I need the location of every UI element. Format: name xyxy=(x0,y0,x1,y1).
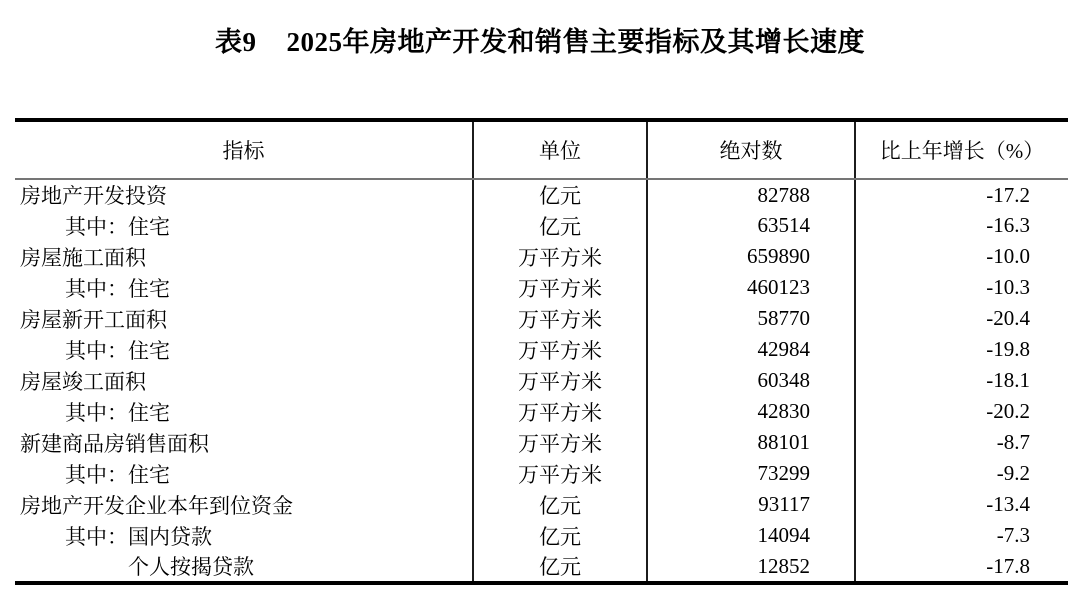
unit-cell: 万平方米 xyxy=(473,334,647,365)
indicator-cell: 房屋施工面积 xyxy=(15,241,473,272)
header-growth: 比上年增长（%） xyxy=(855,120,1068,179)
table-row xyxy=(15,365,1068,396)
growth-cell: -20.2 xyxy=(986,399,1030,423)
table-row xyxy=(15,551,1068,583)
statistics-table xyxy=(15,118,1068,585)
indicator-cell: 新建商品房销售面积 xyxy=(15,427,473,458)
indicator-cell: 个人按揭贷款 xyxy=(15,551,473,583)
growth-cell: -18.1 xyxy=(986,368,1030,392)
table-row xyxy=(15,520,1068,551)
absolute-value-cell: 14094 xyxy=(647,520,855,551)
growth-cell: -20.4 xyxy=(986,306,1030,330)
growth-cell: -17.8 xyxy=(986,553,1030,578)
unit-cell: 亿元 xyxy=(473,210,647,241)
growth-cell: -10.3 xyxy=(986,275,1030,299)
absolute-value-cell: 460123 xyxy=(647,272,855,303)
indicator-cell: 其中：国内贷款 xyxy=(15,520,473,551)
absolute-value-cell: 12852 xyxy=(647,551,855,583)
absolute-value-cell: 73299 xyxy=(647,458,855,489)
unit-cell: 亿元 xyxy=(473,551,647,583)
growth-cell: -16.3 xyxy=(986,213,1030,237)
table-number: 表9 xyxy=(215,27,257,57)
table-row xyxy=(15,179,1068,210)
indicator-cell: 其中：住宅 xyxy=(15,334,473,365)
table-row xyxy=(15,458,1068,489)
unit-cell: 万平方米 xyxy=(473,458,647,489)
unit-cell: 亿元 xyxy=(473,489,647,520)
indicator-cell: 其中：住宅 xyxy=(15,458,473,489)
table-header-row xyxy=(15,120,1068,179)
table-body xyxy=(15,179,1068,583)
table-title-text: 2025年房地产开发和销售主要指标及其增长速度 xyxy=(286,27,865,57)
growth-cell: -17.2 xyxy=(986,182,1030,207)
indicator-cell: 房地产开发企业本年到位资金 xyxy=(15,489,473,520)
indicator-cell: 房屋竣工面积 xyxy=(15,365,473,396)
absolute-value-cell: 42984 xyxy=(647,334,855,365)
growth-cell: -8.7 xyxy=(996,430,1030,454)
table-title xyxy=(0,20,1080,59)
table-row xyxy=(15,241,1068,272)
table-row xyxy=(15,303,1068,334)
growth-cell: -19.8 xyxy=(986,337,1030,361)
header-unit: 单位 xyxy=(473,120,647,179)
table-row xyxy=(15,272,1068,303)
unit-cell: 万平方米 xyxy=(473,241,647,272)
indicator-cell: 房地产开发投资 xyxy=(15,179,473,210)
unit-cell: 亿元 xyxy=(473,179,647,210)
unit-cell: 万平方米 xyxy=(473,427,647,458)
growth-cell: -7.3 xyxy=(996,523,1030,547)
absolute-value-cell: 93117 xyxy=(647,489,855,520)
absolute-value-cell: 63514 xyxy=(647,210,855,241)
absolute-value-cell: 659890 xyxy=(647,241,855,272)
growth-cell: -10.0 xyxy=(986,244,1030,268)
table-row xyxy=(15,334,1068,365)
absolute-value-cell: 60348 xyxy=(647,365,855,396)
table-row xyxy=(15,396,1068,427)
unit-cell: 万平方米 xyxy=(473,272,647,303)
header-absolute-value: 绝对数 xyxy=(647,120,855,179)
table-row xyxy=(15,489,1068,520)
absolute-value-cell: 88101 xyxy=(647,427,855,458)
absolute-value-cell: 42830 xyxy=(647,396,855,427)
table-row xyxy=(15,210,1068,241)
unit-cell: 亿元 xyxy=(473,520,647,551)
unit-cell: 万平方米 xyxy=(473,303,647,334)
absolute-value-cell: 82788 xyxy=(647,179,855,210)
indicator-cell: 房屋新开工面积 xyxy=(15,303,473,334)
unit-cell: 万平方米 xyxy=(473,396,647,427)
table-row xyxy=(15,427,1068,458)
header-indicator: 指标 xyxy=(15,120,473,179)
growth-cell: -13.4 xyxy=(986,492,1030,516)
unit-cell: 万平方米 xyxy=(473,365,647,396)
indicator-cell: 其中：住宅 xyxy=(15,272,473,303)
indicator-cell: 其中：住宅 xyxy=(15,396,473,427)
absolute-value-cell: 58770 xyxy=(647,303,855,334)
indicator-cell: 其中：住宅 xyxy=(15,210,473,241)
growth-cell: -9.2 xyxy=(996,461,1030,485)
